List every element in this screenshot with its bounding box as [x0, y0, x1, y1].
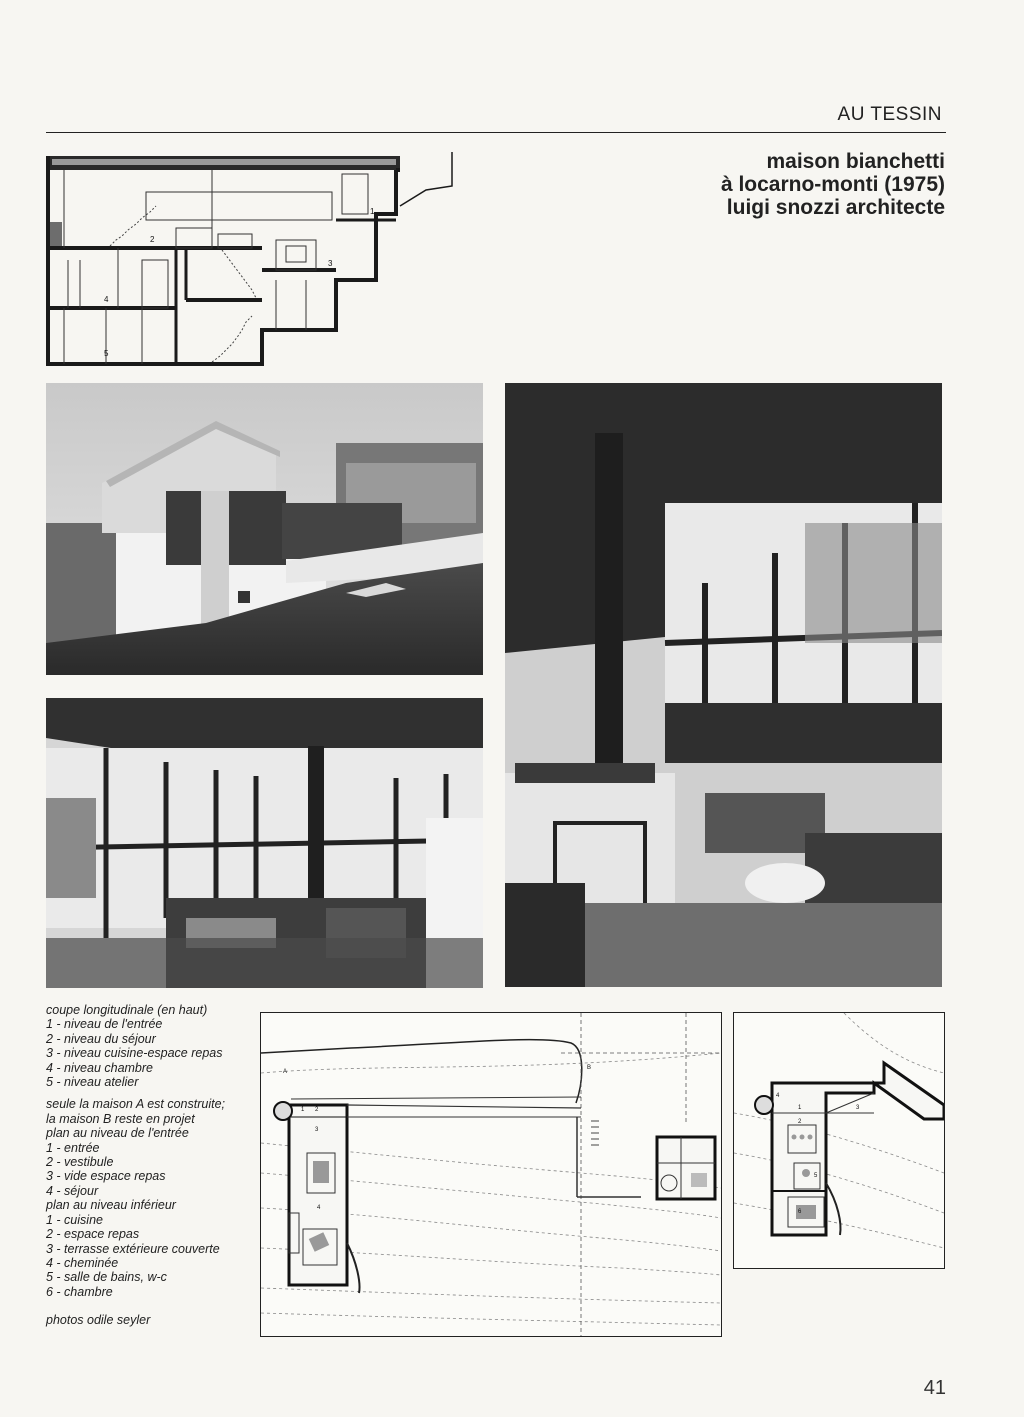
- plan-label: A: [283, 1069, 288, 1075]
- caption-item: 6 - chambre: [46, 1284, 113, 1299]
- plan-label: 4: [776, 1093, 780, 1099]
- section-label: 5: [104, 349, 109, 358]
- caption-note: la maison B reste en projet: [46, 1111, 195, 1126]
- caption-item: 3 - niveau cuisine-espace repas: [46, 1046, 223, 1061]
- caption-gap: [46, 1299, 258, 1313]
- photo-exterior: [46, 383, 483, 675]
- section-label: 1: [370, 207, 375, 216]
- caption-item: 5 - niveau atelier: [46, 1075, 139, 1090]
- caption-item: 4 - niveau chambre: [46, 1060, 154, 1075]
- plan-label: 3: [856, 1105, 860, 1111]
- article-title: [600, 150, 945, 219]
- plan-label: 1: [798, 1105, 802, 1111]
- plan-label: 1: [301, 1107, 305, 1113]
- caption-gap: [46, 1089, 258, 1097]
- caption-item: 2 - vestibule: [46, 1155, 114, 1170]
- title-line: maison bianchetti: [766, 150, 945, 173]
- caption-note: seule la maison A est construite;: [46, 1097, 226, 1112]
- lower-level-plan-drawing: [733, 1012, 945, 1269]
- plan-label: 6: [798, 1209, 802, 1215]
- caption-heading: plan au niveau de l'entrée: [46, 1126, 189, 1141]
- header-rule: [46, 132, 946, 133]
- plan-label: 2: [315, 1107, 319, 1113]
- section-label: 4: [104, 295, 109, 304]
- caption-item: 1 - entrée: [46, 1140, 100, 1155]
- caption-item: 1 - cuisine: [46, 1212, 103, 1227]
- photo-credit: photos odile seyler: [46, 1313, 151, 1328]
- longitudinal-section-drawing: [46, 152, 466, 366]
- caption-block: [46, 1003, 258, 1328]
- photo-interior-column: [505, 383, 942, 987]
- entrance-plan-drawing: [260, 1012, 722, 1337]
- photo-living-room: [46, 698, 483, 988]
- plan-label: B: [587, 1065, 592, 1071]
- caption-heading: coupe longitudinale (en haut): [46, 1003, 208, 1017]
- caption-item: 4 - séjour: [46, 1183, 99, 1198]
- title-line: à locarno-monti (1975): [720, 173, 945, 196]
- caption-item: 1 - niveau de l'entrée: [46, 1017, 163, 1032]
- caption-item: 3 - vide espace repas: [46, 1169, 166, 1184]
- plan-label: 5: [814, 1173, 818, 1179]
- caption-heading: plan au niveau inférieur: [46, 1198, 176, 1213]
- plan-label: 4: [317, 1205, 321, 1211]
- caption-item: 2 - espace repas: [46, 1227, 140, 1242]
- caption-item: 5 - salle de bains, w-c: [46, 1270, 167, 1285]
- title-line: luigi snozzi architecte: [726, 196, 945, 219]
- caption-item: 2 - niveau du séjour: [46, 1031, 156, 1046]
- plan-label: 3: [315, 1127, 319, 1133]
- plan-label: 2: [798, 1119, 802, 1125]
- caption-item: 4 - cheminée: [46, 1255, 119, 1270]
- page-number: 41: [923, 1377, 946, 1399]
- caption-item: 3 - terrasse extérieure couverte: [46, 1241, 220, 1256]
- section-label: 3: [328, 259, 333, 268]
- section-label: 2: [150, 235, 155, 244]
- section-heading: AU TESSIN: [837, 104, 942, 125]
